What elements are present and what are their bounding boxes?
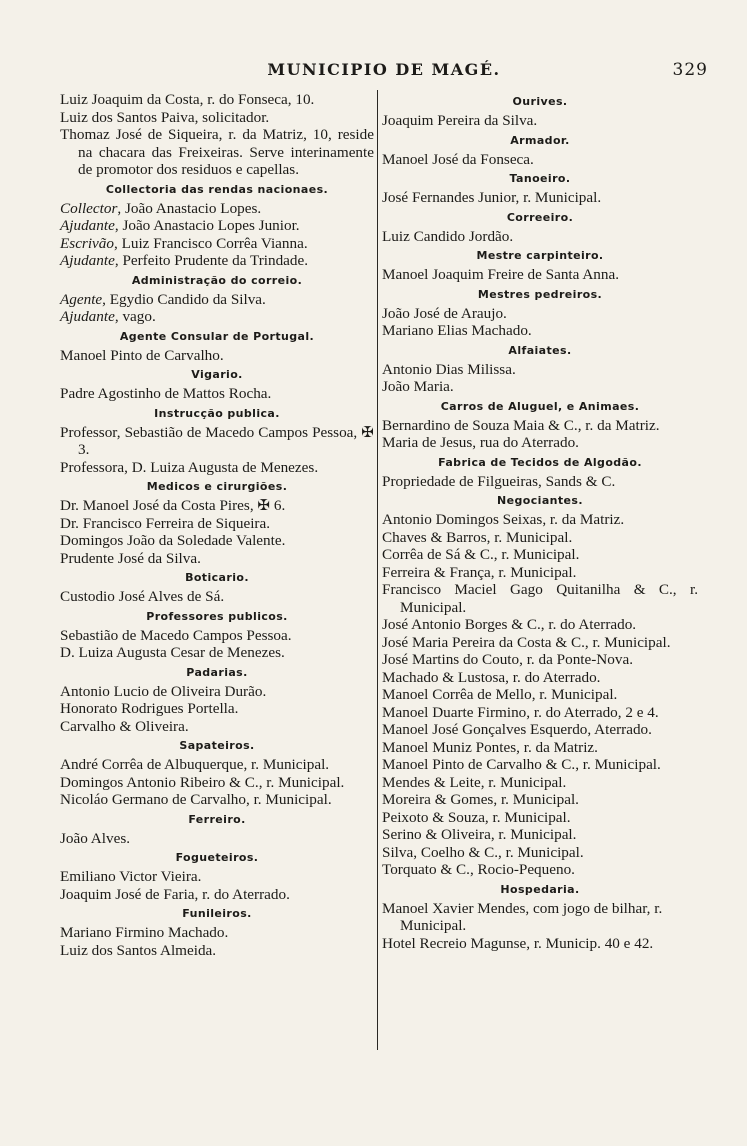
list-item: Luiz Joaquim da Costa, r. do Fonseca, 10. (60, 91, 315, 108)
entry-name: , vago. (114, 308, 156, 325)
list-item: Dr. Francisco Ferreira de Siqueira. (60, 514, 271, 532)
list-item: Bernardino de Souza Maia & C., r. da Matriz. (382, 416, 660, 434)
entry-name: , Perfeito Prudente da Trindade. (114, 252, 309, 269)
entry-name: , Luiz Francisco Corrêa Vianna. (114, 234, 308, 252)
list-item: Joaquim José de Faria, r. do Aterrado. (60, 885, 290, 903)
section-heading-negociantes: Negociantes. (497, 494, 583, 507)
list-item (60, 217, 374, 235)
entry-name: , Egydio Candido da Silva. (102, 290, 266, 308)
section-heading-carros: Carros de Aluguel, e Animaes. (440, 399, 640, 413)
list-item: Manoel Duarte Firmino, r. do Aterrado, 2 e 4. (382, 703, 659, 721)
section-heading-pedreiros: Mestres pedreiros. (477, 287, 603, 301)
list-item: Padre Agostinho de Mattos Rocha. (60, 385, 272, 402)
role-label: Ajudante (60, 252, 115, 269)
role-label: Collector (60, 199, 118, 217)
list-item: Manoel Pinto de Carvalho & C., r. Municipal. (382, 756, 661, 773)
page-header (60, 60, 708, 88)
list-item: Antonio Domingos Seixas, r. da Matriz. (382, 511, 625, 528)
list-item: Emiliano Victor Vieira. (60, 868, 202, 885)
list-item: Luiz dos Santos Paiva, solicitador. (60, 108, 270, 126)
section-heading-tanoeiro: Tanoeiro. (509, 172, 571, 185)
list-item: Luiz Candido Jordão. (382, 227, 514, 245)
section-heading-vigario: Vigario. (191, 368, 243, 381)
list-item: José Martins do Couto, r. da Ponte-Nova. (382, 651, 633, 668)
list-item: Manoel José Gonçalves Esquerdo, Aterrado. (382, 721, 652, 738)
list-item (60, 200, 374, 218)
left-column (60, 91, 374, 1051)
list-item: Ferreira & França, r. Municipal. (382, 563, 577, 581)
list-item: Domingos João da Soledade Valente. (60, 532, 286, 549)
list-item: Manoel Xavier Mendes, com jogo de bilhar, r. Municipal. (382, 899, 663, 934)
role-label: Agente (60, 290, 103, 308)
list-item: Silva, Coelho & C., r. Municipal. (382, 843, 584, 861)
list-item: Honorato Rodrigues Portella. (60, 700, 239, 717)
section-heading-ourives: Ourives. (512, 95, 568, 108)
page-title: MUNICIPIO DE MAGÉ. (267, 60, 501, 79)
list-item: Joaquim Pereira da Silva. (382, 112, 538, 129)
list-item: Mariano Firmino Machado. (60, 924, 229, 941)
right-column (382, 91, 698, 1051)
section-heading-ferreiro: Ferreiro. (188, 812, 246, 826)
list-item: Chaves & Barros, r. Municipal. (382, 528, 573, 546)
section-heading-boticario: Boticario. (185, 571, 249, 584)
section-heading-carpinteiro: Mestre carpinteiro. (476, 249, 604, 262)
section-heading-fabrica: Fabrica de Tecidos de Algodão. (438, 455, 642, 469)
list-item: Nicoláo Germano de Carvalho, r. Municipal. (60, 791, 332, 808)
list-item: Mendes & Leite, r. Municipal. (382, 773, 567, 791)
list-item: Manoel Corrêa de Mello, r. Municipal. (382, 686, 618, 703)
section-heading-instrucao: Instrucção publica. (154, 406, 280, 420)
list-item: Antonio Dias Milissa. (382, 360, 516, 378)
list-item: Thomaz José de Siqueira, r. da Matriz, 10, reside na chacara das Freixeiras. Serve interinamente de promotor dos residuos e capellas. (60, 126, 374, 178)
list-item: Professor, Sebastião de Macedo Campos Pessoa, ✠ 3. (60, 423, 374, 458)
list-item: Corrêa de Sá & C., r. Municipal. (382, 546, 580, 563)
entry-name: , João Anastacio Lopes Junior. (114, 217, 300, 234)
section-heading-armador: Armador. (510, 133, 570, 147)
section-heading-correeiro: Correeiro. (506, 210, 574, 224)
list-item: José Maria Pereira da Costa & C., r. Municipal. (382, 633, 671, 651)
list-item: André Corrêa de Albuquerque, r. Municipal. (60, 756, 330, 773)
list-item: Antonio Lucio de Oliveira Durão. (60, 682, 267, 700)
section-heading-funileiros: Funileiros. (182, 907, 252, 920)
page-number: 329 (672, 60, 708, 80)
section-heading-collectoria: Collectoria das rendas nacionaes. (105, 182, 329, 196)
list-item: Hotel Recreio Magunse, r. Municip. 40 e 42. (382, 934, 654, 952)
list-item: José Antonio Borges & C., r. do Aterrado. (382, 616, 637, 633)
list-item: Maria de Jesus, rua do Aterrado. (382, 434, 579, 451)
list-item: Sebastião de Macedo Campos Pessoa. (60, 626, 292, 644)
list-item: João José de Araujo. (382, 304, 507, 322)
list-item: Manoel José da Fonseca. (382, 150, 534, 168)
section-heading-sapateiros: Sapateiros. (179, 739, 255, 752)
section-heading-correio: Administração do correio. (131, 273, 303, 287)
list-item: Torquato & C., Rocio-Pequeno. (382, 861, 575, 878)
list-item: Custodio José Alves de Sá. (60, 588, 225, 605)
list-item: Manoel Joaquim Freire de Santa Anna. (382, 266, 620, 283)
role-label: Ajudante (60, 308, 115, 325)
section-heading-hospedaria: Hospedaria. (500, 882, 580, 896)
list-item: João Alves. (60, 829, 131, 847)
list-item: Serino & Oliveira, r. Municipal. (382, 826, 577, 843)
list-item: Professora, D. Luiza Augusta de Menezes. (60, 458, 319, 476)
section-heading-consular: Agente Consular de Portugal. (119, 329, 315, 343)
role-label: Escrivão (60, 234, 114, 252)
entry-name: , João Anastacio Lopes. (117, 199, 262, 217)
list-item: Domingos Antonio Ribeiro & C., r. Municipal. (60, 773, 345, 791)
list-item: Manoel Muniz Pontes, r. da Matriz. (382, 738, 598, 756)
section-heading-fogueteiros: Fogueteiros. (175, 851, 259, 864)
list-item: Moreira & Gomes, r. Municipal. (382, 791, 579, 808)
list-item (60, 308, 374, 326)
section-heading-medicos: Medicos e cirurgiões. (146, 480, 288, 493)
list-item: D. Luiza Augusta Cesar de Menezes. (60, 644, 285, 661)
list-item: Prudente José da Silva. (60, 549, 201, 567)
list-item: Dr. Manoel José da Costa Pires, ✠ 6. (60, 497, 286, 514)
list-item: José Fernandes Junior, r. Municipal. (382, 189, 602, 206)
list-item: João Maria. (382, 378, 454, 395)
list-item: Mariano Elias Machado. (382, 322, 532, 339)
list-item: Carvalho & Oliveira. (60, 717, 189, 735)
list-item (60, 252, 374, 270)
list-item (60, 291, 374, 309)
role-label: Ajudante (60, 217, 115, 234)
column-divider (377, 90, 378, 1050)
section-heading-professores: Professores publicos. (146, 609, 288, 623)
section-heading-alfaiates: Alfaiates. (508, 343, 572, 357)
section-heading-padarias: Padarias. (186, 665, 248, 679)
list-item: Peixoto & Souza, r. Municipal. (382, 808, 571, 826)
list-item: Francisco Maciel Gago Quitanilha & C., r. Municipal. (382, 581, 698, 616)
list-item: Machado & Lustosa, r. do Aterrado. (382, 668, 601, 686)
list-item: Propriedade de Filgueiras, Sands & C. (382, 472, 616, 490)
list-item: Luiz dos Santos Almeida. (60, 941, 217, 959)
list-item (60, 235, 374, 253)
list-item: Manoel Pinto de Carvalho. (60, 346, 224, 364)
